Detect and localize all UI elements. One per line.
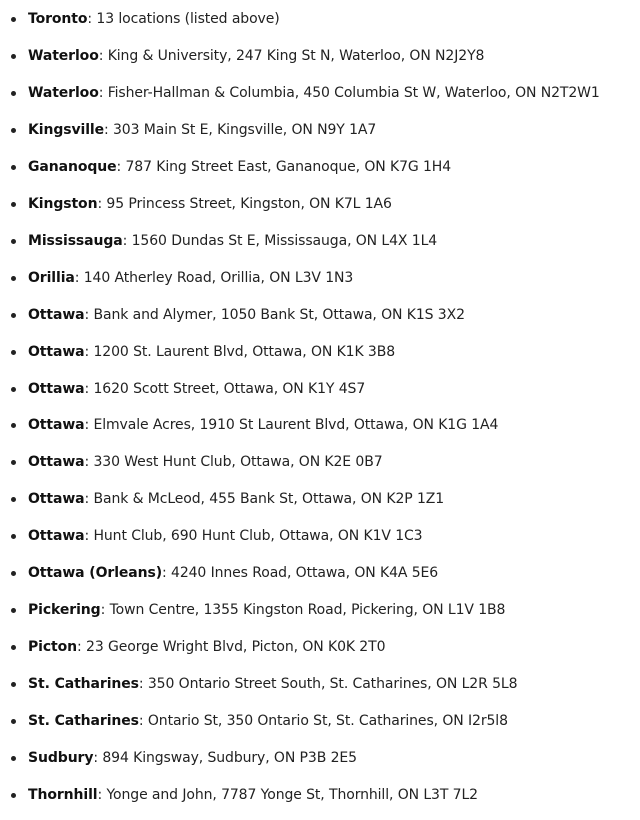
location-details: Yonge and John, 7787 Yonge St, Thornhill, ON L3T 7L2 bbox=[106, 786, 478, 803]
location-city: Waterloo bbox=[28, 47, 99, 64]
location-details: 787 King Street East, Gananoque, ON K7G 1H4 bbox=[125, 158, 452, 175]
location-details: Fisher-Hallman & Columbia, 450 Columbia St W, Waterloo, ON N2T2W1 bbox=[107, 84, 600, 101]
location-details: 350 Ontario Street South, St. Catharines, ON L2R 5L8 bbox=[147, 676, 518, 693]
bullet-icon bbox=[11, 756, 16, 761]
location-city: Ottawa bbox=[28, 343, 85, 360]
location-city: St. Catharines bbox=[28, 713, 139, 730]
location-city: Ottawa bbox=[28, 491, 85, 508]
location-text: Ottawa: 330 West Hunt Club, Ottawa, ON K2E 0B7 bbox=[28, 454, 383, 471]
location-details: 13 locations (listed above) bbox=[96, 11, 280, 27]
location-text: Gananoque: 787 King Street East, Gananoque, ON K7G 1H4 bbox=[28, 158, 452, 175]
location-text: Picton: 23 George Wright Blvd, Picton, ON K0K 2T0 bbox=[28, 639, 386, 656]
location-details: Elmvale Acres, 1910 St Laurent Blvd, Ottawa, ON K1G 1A4 bbox=[93, 417, 499, 434]
bullet-icon bbox=[11, 608, 16, 613]
location-text: Mississauga: 1560 Dundas St E, Mississauga, ON L4X 1L4 bbox=[28, 232, 438, 249]
location-details: 894 Kingsway, Sudbury, ON P3B 2E5 bbox=[102, 750, 357, 766]
bullet-icon bbox=[11, 387, 16, 392]
location-city: Ottawa (Orleans) bbox=[28, 565, 163, 582]
bullet-icon bbox=[11, 91, 16, 96]
bullet-icon bbox=[11, 350, 16, 355]
location-city: Pickering bbox=[28, 602, 101, 619]
bullet-icon bbox=[11, 202, 16, 207]
location-details: 303 Main St E, Kingsville, ON N9Y 1A7 bbox=[112, 121, 377, 138]
location-text: Ottawa: Elmvale Acres, 1910 St Laurent Blvd, Ottawa, ON K1G 1A4 bbox=[28, 417, 499, 434]
location-text: Sudbury: 894 Kingsway, Sudbury, ON P3B 2E5 bbox=[28, 750, 357, 766]
bullet-icon bbox=[11, 423, 16, 428]
location-text: Thornhill: Yonge and John, 7787 Yonge St, Thornhill, ON L3T 7L2 bbox=[28, 786, 478, 803]
location-text: Ottawa: Bank & McLeod, 455 Bank St, Ottawa, ON K2P 1Z1 bbox=[28, 491, 445, 508]
bullet-icon bbox=[11, 571, 16, 576]
location-details: Ontario St, 350 Ontario St, St. Catharines, ON I2r5l8 bbox=[147, 713, 508, 730]
location-city: Orillia bbox=[28, 269, 75, 286]
bullet-icon bbox=[11, 17, 16, 22]
location-text: Ottawa (Orleans): 4240 Innes Road, Ottawa, ON K4A 5E6 bbox=[28, 565, 439, 582]
location-details: 330 West Hunt Club, Ottawa, ON K2E 0B7 bbox=[93, 454, 383, 471]
bullet-icon bbox=[11, 276, 16, 281]
location-city: Ottawa bbox=[28, 417, 85, 434]
bullet-icon bbox=[11, 128, 16, 133]
location-city: Picton bbox=[28, 639, 78, 656]
location-city: Mississauga bbox=[28, 232, 123, 249]
location-details: Town Centre, 1355 Kingston Road, Pickering, ON L1V 1B8 bbox=[109, 602, 506, 619]
location-details: Bank and Alymer, 1050 Bank St, Ottawa, ON K1S 3X2 bbox=[93, 306, 465, 323]
bullet-icon bbox=[11, 239, 16, 244]
location-details: 1620 Scott Street, Ottawa, ON K1Y 4S7 bbox=[93, 380, 366, 397]
location-text: St. Catharines: Ontario St, 350 Ontario St, St. Catharines, ON I2r5l8 bbox=[28, 713, 508, 730]
bullet-icon bbox=[11, 534, 16, 539]
location-text: Ottawa: Bank and Alymer, 1050 Bank St, Ottawa, ON K1S 3X2 bbox=[28, 306, 465, 323]
location-city: Thornhill bbox=[28, 786, 98, 803]
location-details: 4240 Innes Road, Ottawa, ON K4A 5E6 bbox=[171, 565, 439, 582]
location-text: Ottawa: Hunt Club, 690 Hunt Club, Ottawa, ON K1V 1C3 bbox=[28, 528, 423, 545]
location-city: Ottawa bbox=[28, 380, 85, 397]
location-city: Ottawa bbox=[28, 454, 85, 471]
location-text: Pickering: Town Centre, 1355 Kingston Road, Pickering, ON L1V 1B8 bbox=[28, 602, 506, 619]
bullet-icon bbox=[11, 54, 16, 59]
location-details: 1200 St. Laurent Blvd, Ottawa, ON K1K 3B8 bbox=[93, 343, 396, 360]
location-city: Sudbury bbox=[28, 750, 94, 766]
bullet-icon bbox=[11, 719, 16, 724]
location-details: 1560 Dundas St E, Mississauga, ON L4X 1L4 bbox=[131, 232, 438, 249]
location-details: 140 Atherley Road, Orillia, ON L3V 1N3 bbox=[83, 269, 354, 286]
location-details: 23 George Wright Blvd, Picton, ON K0K 2T0 bbox=[86, 639, 386, 656]
location-city: Gananoque bbox=[28, 158, 117, 175]
location-city: Ottawa bbox=[28, 306, 85, 323]
location-text: St. Catharines: 350 Ontario Street South, St. Catharines, ON L2R 5L8 bbox=[28, 676, 518, 693]
location-text: Toronto: 13 locations (listed above) bbox=[28, 11, 280, 27]
location-city: St. Catharines bbox=[28, 676, 139, 693]
bullet-icon bbox=[11, 460, 16, 465]
bullet-icon bbox=[11, 313, 16, 318]
location-city: Kingsville bbox=[28, 121, 104, 138]
location-details: Hunt Club, 690 Hunt Club, Ottawa, ON K1V 1C3 bbox=[93, 528, 423, 545]
location-details: 95 Princess Street, Kingston, ON K7L 1A6 bbox=[106, 195, 392, 212]
location-text: Waterloo: King & University, 247 King St N, Waterloo, ON N2J2Y8 bbox=[28, 47, 485, 64]
bullet-icon bbox=[11, 793, 16, 798]
location-text: Ottawa: 1620 Scott Street, Ottawa, ON K1Y 4S7 bbox=[28, 380, 366, 397]
location-text: Kingston: 95 Princess Street, Kingston, ON K7L 1A6 bbox=[28, 195, 392, 212]
location-text: Kingsville: 303 Main St E, Kingsville, ON N9Y 1A7 bbox=[28, 121, 377, 138]
location-details: Bank & McLeod, 455 Bank St, Ottawa, ON K2P 1Z1 bbox=[93, 491, 445, 508]
location-text: Orillia: 140 Atherley Road, Orillia, ON L3V 1N3 bbox=[28, 269, 354, 286]
bullet-icon bbox=[11, 165, 16, 170]
location-text: Ottawa: 1200 St. Laurent Blvd, Ottawa, ON K1K 3B8 bbox=[28, 343, 396, 360]
bullet-icon bbox=[11, 682, 16, 687]
location-city: Kingston bbox=[28, 195, 98, 212]
location-city: Toronto bbox=[28, 11, 88, 27]
bullet-icon bbox=[11, 645, 16, 650]
location-city: Ottawa bbox=[28, 528, 85, 545]
location-details: King & University, 247 King St N, Waterloo, ON N2J2Y8 bbox=[107, 47, 485, 64]
location-text: Waterloo: Fisher-Hallman & Columbia, 450 Columbia St W, Waterloo, ON N2T2W1 bbox=[28, 84, 600, 101]
bullet-icon bbox=[11, 497, 16, 502]
location-city: Waterloo bbox=[28, 84, 99, 101]
